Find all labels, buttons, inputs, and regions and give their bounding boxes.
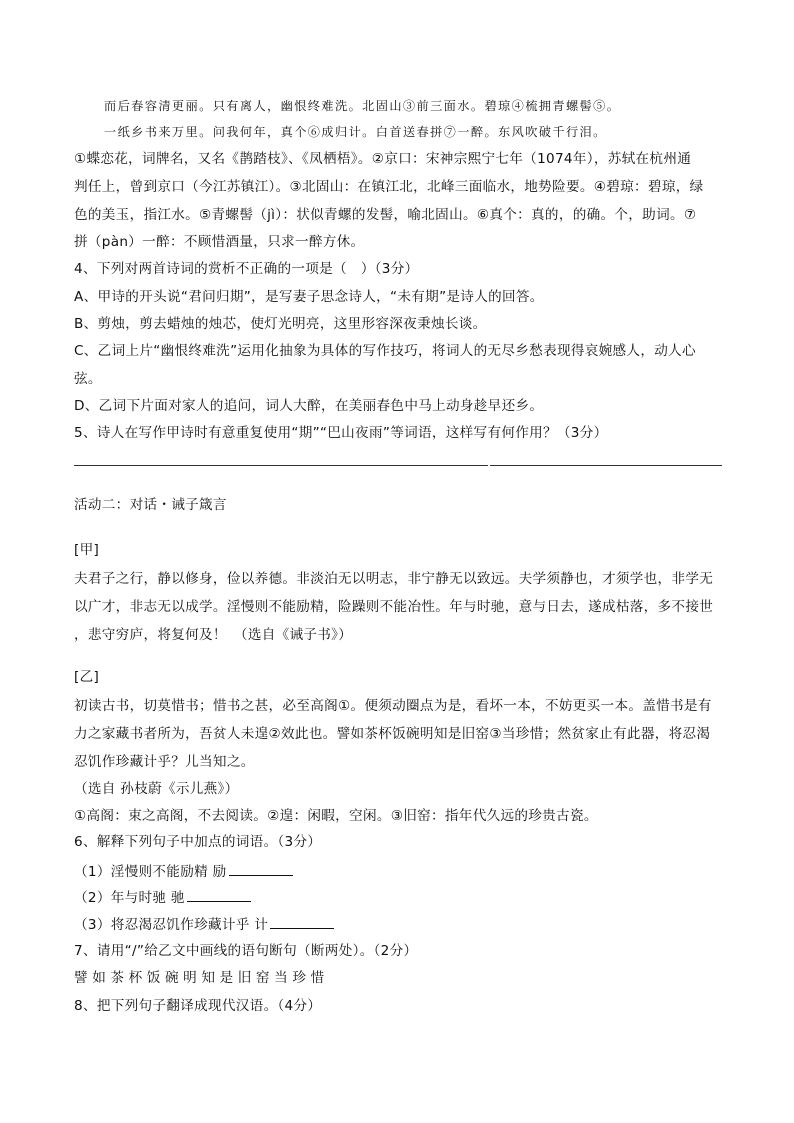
poem-line-2: 一纸乡书来万里。问我何年，真个⑥成归计。白首送春拼⑦一醉。东风吹破千行泪。 <box>104 125 607 139</box>
question-6-item-2 <box>74 887 251 908</box>
annotation-line-4: 拼（pàn）一醉：不顾惜酒量，只求一醉方休。 <box>74 234 365 250</box>
passage-yi-source: （选自 孙枝蔚《示儿燕》） <box>74 781 239 797</box>
question-4-option-a: A、甲诗的开头说“君问归期”，是写妻子思念诗人，“未有期”是诗人的回答。 <box>74 289 544 305</box>
activity-2-heading: 活动二：对话・诫子箴言 <box>74 497 227 513</box>
passage-yi-notes: ①高阁：束之高阁，不去阅读。②遑：闲暇，空闲。③旧窑：指年代久远的珍贵古瓷。 <box>74 808 598 824</box>
question-7-sentence: 譬如茶杯饭碗明知是旧窑当珍惜 <box>74 970 329 986</box>
passage-yi-line-2: 力之家藏书者所为，吾贫人未遑②效此也。譬如茶杯饭碗明知是旧窑③当珍惜；然贫家止有此器，将忍渴 <box>74 726 711 742</box>
poem-line-1: 而后春容清更丽。只有离人，幽恨终难洗。北固山③前三面水。碧琼④梳拥青螺髻⑤。 <box>104 99 621 113</box>
question-6-stem: 6、解释下列句子中加点的词语。（3分） <box>74 834 322 850</box>
question-7-stem: 7、请用“/”给乙文中画线的语句断句（断两处）。（2分） <box>74 943 418 959</box>
question-4-option-b: B、剪烛，剪去蜡烛的烛芯，使灯光明亮，这里形容深夜秉烛长谈。 <box>74 316 487 332</box>
answer-line-q5-right <box>490 465 722 466</box>
passage-jia-label: [甲] <box>74 542 100 558</box>
answer-blank-2[interactable] <box>187 887 251 902</box>
question-8-stem: 8、把下列句子翻译成现代汉语。（4分） <box>74 998 322 1014</box>
question-6-item-1 <box>74 861 293 882</box>
annotation-line-3: 色的美玉，指江水。⑤青螺髻（jì）：状似青螺的发髻，喻北固山。⑥真个：真的，的确。个，助词。⑦ <box>74 207 697 223</box>
question-4-option-c-cont: 弦。 <box>74 371 102 387</box>
answer-blank-1[interactable] <box>229 861 293 876</box>
question-6-item-2-text: （2）年与时驰 驰 <box>74 890 185 906</box>
passage-jia-line-2: 以广才，非志无以成学。淫慢则不能励精，险躁则不能冶性。年与时驰，意与日去，遂成枯落，多不接世 <box>74 599 714 615</box>
annotation-line-1: ①蝶恋花，词牌名，又名《鹊踏枝》、《凤栖梧》。②京口：宋神宗熙宁七年（1074年），苏轼在杭州通 <box>74 151 692 167</box>
question-6-item-3 <box>74 914 334 935</box>
passage-jia-line-3: ，悲守穷庐，将复何及！ （选自《诫子书》） <box>74 627 353 643</box>
answer-blank-3[interactable] <box>270 914 334 929</box>
passage-jia-line-1: 夫君子之行，静以修身，俭以养德。非淡泊无以明志，非宁静无以致远。夫学须静也，才须学也，非学无 <box>74 571 714 587</box>
question-6-item-1-text: （1）淫慢则不能励精 励 <box>74 864 227 880</box>
annotation-line-2: 判任上，曾到京口（今江苏镇江）。③北固山：在镇江北，北峰三面临水，地势险要。④碧琼：碧琼，绿 <box>74 179 704 195</box>
question-4-option-d: D、乙词下片面对家人的追问，词人大醉，在美丽春色中马上动身趁早还乡。 <box>74 398 544 414</box>
question-4-stem: 4、下列对两首诗词的赏析不正确的一项是（ ）（3分） <box>74 261 419 277</box>
passage-yi-label: [乙] <box>74 669 100 685</box>
question-5-stem: 5、诗人在写作甲诗时有意重复使用“期”“巴山夜雨”等词语，这样写有何作用？（3分） <box>74 425 608 441</box>
passage-yi-line-3: 忍饥作珍藏计乎？儿当知之。 <box>74 754 255 770</box>
answer-line-q5-left <box>74 465 488 466</box>
question-6-item-3-text: （3）将忍渴忍饥作珍藏计乎 计 <box>74 917 269 933</box>
question-4-option-c: C、乙词上片“幽恨终难洗”运用化抽象为具体的写作技巧，将词人的无尽乡愁表现得哀婉感人，动人心 <box>74 343 696 359</box>
passage-yi-line-1: 初读古书，切莫惜书；惜书之甚，必至高阁①。便须动圈点为是，看坏一本，不妨更买一本。盖惜书是有 <box>74 698 712 714</box>
